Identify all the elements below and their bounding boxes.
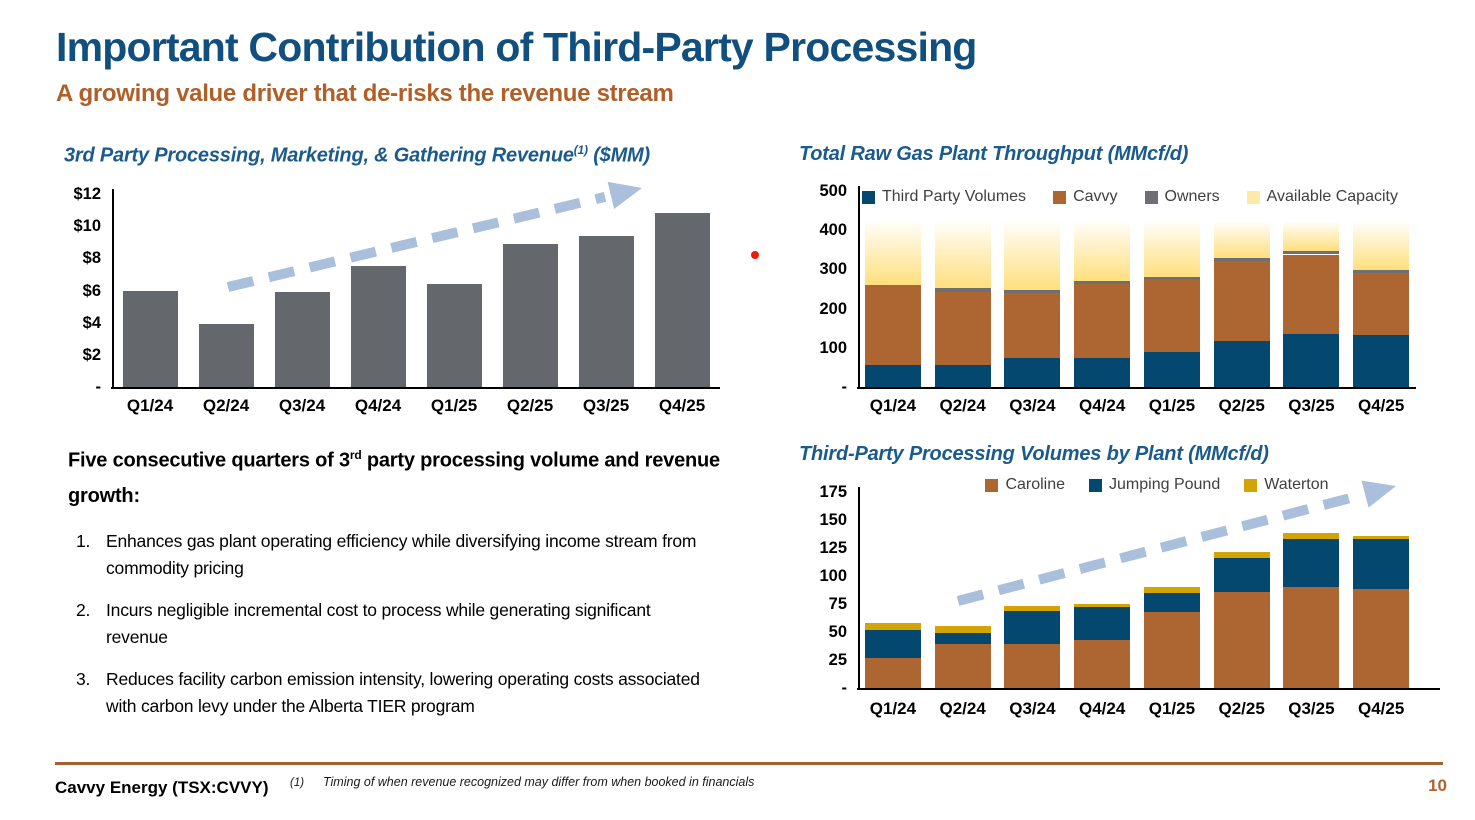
bar-segment <box>935 222 991 287</box>
x-axis-label: Q1/24 <box>869 699 917 718</box>
legend-swatch-icon <box>1089 479 1102 492</box>
revenue-chart-title-unit: ($MM) <box>587 144 650 167</box>
bar <box>503 244 558 387</box>
bar <box>579 236 634 387</box>
x-axis-label: Q3/25 <box>1288 699 1335 718</box>
bar <box>275 292 330 387</box>
x-axis-label: Q3/25 <box>582 396 630 415</box>
y-tick-label: 400 <box>819 221 847 240</box>
y-tick-label: 125 <box>819 539 847 557</box>
bar-segment <box>1004 290 1060 293</box>
bar-segment <box>1144 593 1200 612</box>
x-axis-label: Q1/25 <box>1148 699 1196 718</box>
bar-segment <box>1144 587 1200 593</box>
bar-segment <box>865 222 921 285</box>
legend-swatch-icon <box>1244 479 1257 492</box>
x-axis-line <box>111 387 720 389</box>
x-axis-label: Q1/24 <box>869 396 917 415</box>
ordinal-superscript: rd <box>349 448 362 462</box>
x-axis-label: Q4/25 <box>1357 699 1405 718</box>
bar-segment <box>1283 334 1339 387</box>
y-tick-label: $4 <box>82 313 101 332</box>
bar <box>123 291 178 388</box>
bar-segment <box>1074 604 1130 607</box>
bar-segment <box>935 644 991 688</box>
bar-segment <box>935 633 991 644</box>
legend-swatch-icon <box>985 479 998 492</box>
bar-segment <box>935 365 991 387</box>
x-axis-label: Q4/24 <box>354 396 402 415</box>
x-axis-label: Q1/24 <box>126 396 174 415</box>
y-tick-label: $12 <box>73 185 101 203</box>
bar-segment <box>1004 293 1060 358</box>
bar-segment <box>935 288 991 292</box>
footnote-text: Timing of when revenue recognized may differ from when booked in financials <box>323 775 755 789</box>
list-item-number: 1. <box>76 530 91 551</box>
plants-chart-title: Third-Party Processing Volumes by Plant (MMcf/d) <box>799 443 1269 465</box>
x-axis-line <box>857 387 1416 389</box>
x-axis-label: Q4/25 <box>1357 396 1405 415</box>
bar-segment <box>1353 222 1409 270</box>
legend-swatch-icon <box>1053 191 1066 204</box>
revenue-chart-title <box>64 143 650 168</box>
y-tick-label: $8 <box>82 249 101 268</box>
x-axis-label: Q2/24 <box>939 699 986 718</box>
y-tick-label: - <box>841 378 847 396</box>
throughput-chart-title: Total Raw Gas Plant Throughput (MMcf/d) <box>799 143 1189 165</box>
legend-item <box>1244 476 1328 494</box>
bar-segment <box>1144 277 1200 280</box>
bar-segment <box>1144 352 1200 387</box>
list-item <box>68 528 730 582</box>
y-axis-line <box>858 186 860 387</box>
y-axis-line <box>858 487 860 688</box>
legend-label: Cavvy <box>1073 188 1118 205</box>
bar-segment <box>1353 536 1409 539</box>
bar-segment <box>1074 281 1130 284</box>
bar-segment <box>1283 251 1339 254</box>
bar-segment <box>1144 222 1200 276</box>
notes-heading-tail: party processing volume and revenue growth: <box>68 449 720 507</box>
bar-segment <box>1074 358 1130 387</box>
bar-segment <box>865 365 921 387</box>
footnote <box>290 775 754 789</box>
legend-label: Caroline <box>1005 476 1066 493</box>
bar-segment <box>1283 533 1339 539</box>
y-tick-label: 50 <box>828 623 847 641</box>
bar-segment <box>1144 280 1200 352</box>
x-axis-label: Q3/24 <box>1009 699 1056 718</box>
legend-swatch-icon <box>1247 191 1260 204</box>
bar-segment <box>1353 589 1409 688</box>
bar-segment <box>1353 539 1409 589</box>
x-axis-label: Q4/25 <box>658 396 706 415</box>
bar-segment <box>935 626 991 633</box>
bar <box>427 284 482 387</box>
bar-segment <box>1353 270 1409 273</box>
y-tick-label: - <box>841 679 847 697</box>
y-axis-line <box>112 189 114 387</box>
y-tick-label: - <box>95 378 101 396</box>
notes-heading <box>68 438 730 514</box>
legend-item <box>985 476 1065 494</box>
bar-segment <box>1353 273 1409 335</box>
x-axis-label: Q3/24 <box>1009 396 1056 415</box>
y-tick-label: $2 <box>82 345 101 364</box>
bar-segment <box>865 658 921 688</box>
red-dot-annotation <box>751 251 759 259</box>
bar-segment <box>1283 255 1339 335</box>
bar-segment <box>1214 222 1270 257</box>
legend-swatch-icon <box>862 191 875 204</box>
legend <box>858 476 1456 494</box>
x-axis-label: Q2/25 <box>506 396 554 415</box>
list-item-number: 2. <box>76 599 91 620</box>
bar <box>351 266 406 387</box>
bar-segment <box>1283 539 1339 587</box>
legend-item <box>1053 188 1117 206</box>
bar-segment <box>1074 607 1130 639</box>
bar-segment <box>1004 358 1060 387</box>
plants-stacked-chart <box>800 476 1468 736</box>
x-axis-line <box>857 688 1440 690</box>
revenue-chart-title-text: 3rd Party Processing, Marketing, & Gathering Revenue <box>64 144 574 167</box>
bar-segment <box>865 630 921 658</box>
x-axis-label: Q4/24 <box>1078 699 1126 718</box>
x-axis-label: Q1/25 <box>430 396 478 415</box>
bar-segment <box>865 623 921 630</box>
legend-item <box>1247 188 1398 206</box>
y-tick-label: 100 <box>819 567 847 585</box>
bar-segment <box>1283 222 1339 251</box>
y-tick-label: 75 <box>828 595 847 613</box>
bar-segment <box>1214 261 1270 341</box>
x-axis-label: Q2/24 <box>202 396 250 415</box>
bar-segment <box>865 285 921 365</box>
bar <box>655 213 710 387</box>
bar-segment <box>1074 222 1130 280</box>
throughput-stacked-chart <box>800 176 1468 432</box>
list-item-text: Reduces facility carbon emission intensity, lowering operating costs associated with carbon levy under the Alberta TIER program <box>106 668 700 716</box>
revenue-bar-chart <box>60 178 760 433</box>
bar-segment <box>1074 640 1130 688</box>
x-axis-label: Q4/24 <box>1078 396 1126 415</box>
bar-segment <box>1004 606 1060 610</box>
legend-swatch-icon <box>1145 191 1158 204</box>
footer-brand: Cavvy Energy (TSX:CVVY) <box>55 778 269 797</box>
x-axis-label: Q3/25 <box>1288 396 1335 415</box>
y-tick-label: 300 <box>819 260 847 279</box>
legend-label: Third Party Volumes <box>882 188 1027 205</box>
notes-block <box>68 438 730 735</box>
y-tick-label: $6 <box>82 281 101 300</box>
bar-segment <box>935 292 991 366</box>
list-item-text: Enhances gas plant operating efficiency while diversifying income stream from commodity pricing <box>106 530 697 578</box>
bar <box>199 324 254 387</box>
bar-segment <box>1214 552 1270 558</box>
x-axis-label: Q2/25 <box>1218 396 1265 415</box>
x-axis-label: Q1/25 <box>1148 396 1196 415</box>
x-axis-label: Q3/24 <box>278 396 326 415</box>
y-tick-label: 25 <box>828 651 847 669</box>
list-item <box>68 597 730 651</box>
footer-divider <box>55 762 1443 765</box>
y-tick-label: 200 <box>819 299 847 318</box>
page-subtitle: A growing value driver that de-risks the revenue stream <box>56 80 674 107</box>
y-tick-label: 500 <box>819 182 847 200</box>
legend <box>862 188 1398 206</box>
numbered-list <box>68 528 730 720</box>
bar-segment <box>1214 558 1270 592</box>
bar-segment <box>1214 258 1270 261</box>
bar-segment <box>1283 587 1339 688</box>
page-number: 10 <box>1428 776 1447 795</box>
y-tick-label: 150 <box>819 511 847 529</box>
y-tick-label: $10 <box>73 217 101 236</box>
y-tick-label: 100 <box>819 338 847 357</box>
list-item <box>68 666 730 720</box>
bar-segment <box>1004 644 1060 688</box>
list-item-number: 3. <box>76 668 91 689</box>
page-title: Important Contribution of Third-Party Processing <box>56 24 977 70</box>
bar-segment <box>1004 222 1060 289</box>
x-axis-label: Q2/24 <box>939 396 986 415</box>
footnote-marker: (1) <box>290 777 305 789</box>
footnote-ref-icon: (1) <box>573 143 588 157</box>
bar-segment <box>1074 284 1130 358</box>
list-item-text: Incurs negligible incremental cost to process while generating significant revenue <box>106 599 651 647</box>
bar-segment <box>1214 341 1270 387</box>
bar-segment <box>1004 611 1060 645</box>
legend-label: Waterton <box>1264 476 1329 493</box>
legend-item <box>1145 188 1220 206</box>
legend-item <box>1089 476 1220 494</box>
legend-item <box>862 188 1026 206</box>
notes-heading-text: Five consecutive quarters of 3 <box>68 449 350 472</box>
legend-label: Owners <box>1164 188 1220 205</box>
bar-segment <box>1214 592 1270 688</box>
y-tick-label: 175 <box>819 483 847 501</box>
legend-label: Available Capacity <box>1266 188 1398 205</box>
bar-segment <box>1144 612 1200 688</box>
x-axis-label: Q2/25 <box>1218 699 1265 718</box>
legend-label: Jumping Pound <box>1109 476 1221 493</box>
bar-segment <box>1353 335 1409 387</box>
